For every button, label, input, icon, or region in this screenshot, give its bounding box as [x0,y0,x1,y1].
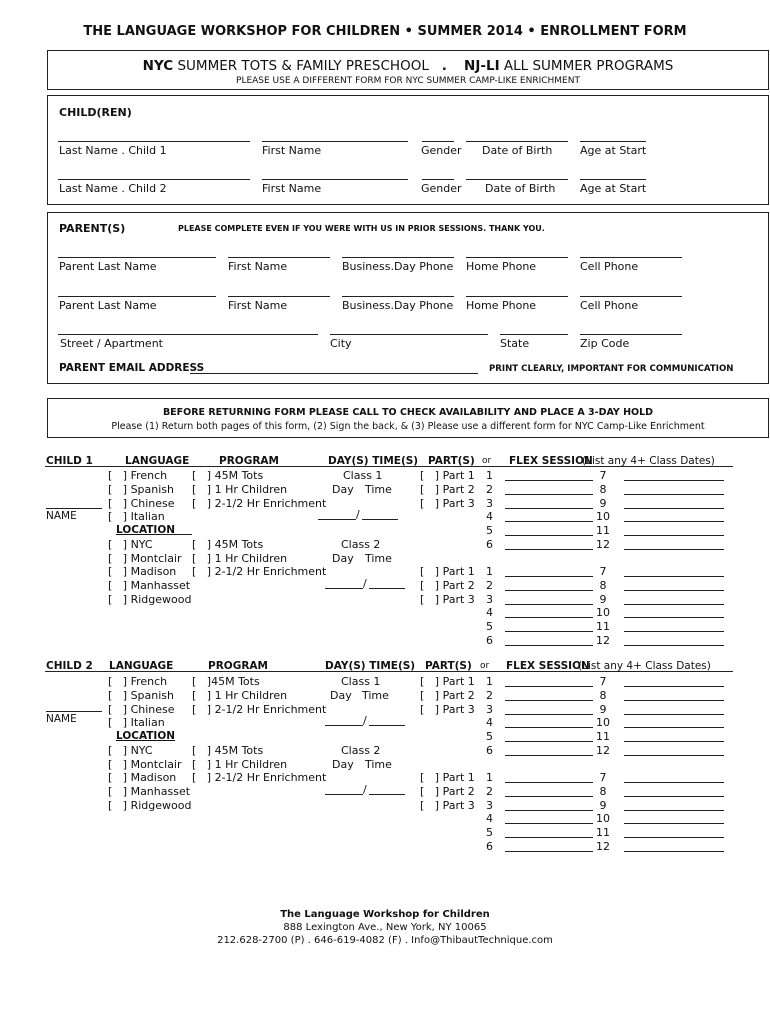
flex-number-left: 5 [486,524,493,537]
flex-number-left: 6 [486,840,493,853]
flex-number-left: 6 [486,744,493,757]
child2-location-option[interactable]: [ ] Ridgewood [108,799,192,812]
flex-number-left: 3 [486,703,493,716]
child1-or: or [482,456,492,466]
child1-time2-field[interactable] [369,588,405,589]
flex-date-field[interactable] [624,823,724,824]
flex-date-field[interactable] [505,576,593,577]
flex-number-right: 10 [596,716,610,729]
form-title: THE LANGUAGE WORKSHOP FOR CHILDREN • SUMMER 2014 • ENROLLMENT FORM [83,24,687,39]
child2-program2-option[interactable]: [ ] 2-1/2 Hr Enrichment [192,771,327,784]
nyc-program: SUMMER TOTS & FAMILY PRESCHOOL [177,58,429,74]
child1-program-option[interactable]: [ ] 45M Tots [192,469,264,482]
flex-date-field[interactable] [505,604,593,605]
child2-part1: Part 1 [442,675,475,688]
parent1-first-name-field[interactable] [228,257,330,258]
child2-dob-label: Date of Birth [485,182,556,195]
flex-number-right: 12 [596,840,610,853]
child1-part-option[interactable]: [ ] Part 2 [420,483,475,496]
flex-date-field[interactable] [624,590,724,591]
child1-location-option[interactable]: [ ] Montclair [108,552,182,565]
flex-date-field[interactable] [624,796,724,797]
zip-field[interactable] [580,334,682,335]
flex-number-right: 11 [596,620,610,633]
flex-date-field[interactable] [505,851,593,852]
zip-label: Zip Code [580,337,630,350]
flex-number-right: 8 [599,483,607,496]
flex-date-field[interactable] [624,494,724,495]
flex-number-left: 3 [486,497,493,510]
child1-class1-label: Class 1 [343,469,383,482]
child1-language-italian: Italian [130,510,165,523]
flex-number-left: 5 [486,620,493,633]
program-header-box [47,50,769,90]
child1-language-spanish: Spanish [130,483,175,496]
child2-class1-label: Class 1 [341,675,381,688]
child2-location-montclair: Montclair [130,758,182,771]
flex-date-field[interactable] [624,645,724,646]
child1-day1-label: Day [332,483,354,496]
child1-dob-label: Date of Birth [482,144,553,157]
flex-number-left: 1 [486,771,493,784]
street-label: Street / Apartment [60,337,163,350]
flex-number-left: 2 [486,483,493,496]
child2-first-name-field[interactable] [262,179,408,180]
flex-date-field[interactable] [505,686,593,687]
flex-number-left: 4 [486,606,493,619]
child1-location-nyc: NYC [130,538,153,551]
child2-last-name-label: Last Name . Child 2 [59,182,167,195]
child1-program2-option[interactable]: [ ] 45M Tots [192,538,264,551]
child1-dob-field[interactable] [466,141,568,142]
child2-age-label: Age at Start [580,182,647,195]
flex-date-field[interactable] [624,535,724,536]
child2-name-field[interactable] [46,711,102,712]
flex-date-field[interactable] [505,741,593,742]
flex-number-left: 2 [486,579,493,592]
parent1-last-name-field[interactable] [58,257,216,258]
parent1-first-name-label: First Name [228,260,288,273]
child2-language-french: French [130,675,168,688]
flex-date-field[interactable] [505,645,593,646]
child1-last-name-field[interactable] [58,141,250,142]
child2-time1-label: Time [362,689,389,702]
flex-date-field[interactable] [624,686,724,687]
flex-number-left: 1 [486,565,493,578]
njli-label: NJ-LI [464,58,500,74]
child1-language-chinese: Chinese [130,497,175,510]
child2-slash2: / [363,783,367,796]
flex-date-field[interactable] [505,549,593,550]
flex-number-left: 2 [486,689,493,702]
child1-part3: Part 3 [442,497,475,510]
child2-program-option[interactable]: [ ] 2-1/2 Hr Enrichment [192,703,327,716]
flex-number-right: 9 [599,497,607,510]
flex-date-field[interactable] [624,810,724,811]
flex-date-field[interactable] [624,617,724,618]
flex-number-right: 9 [599,799,607,812]
child2-program-header: PROGRAM [208,660,268,672]
email-field[interactable] [190,373,478,374]
child1-location-rule [160,534,192,535]
state-field[interactable] [500,334,568,335]
child2-language-header: LANGUAGE [109,660,174,672]
parent2-last-name-field[interactable] [58,296,216,297]
child1-slash2: / [363,577,367,590]
flex-date-field[interactable] [505,714,593,715]
child1-program-45m: 45M Tots [214,469,264,482]
child2-location-madison: Madison [130,771,177,784]
child1-day1-field[interactable] [318,519,356,520]
flex-date-field[interactable] [505,823,593,824]
child1-time1-label: Time [365,483,392,496]
parent1-last-name-label: Parent Last Name [59,260,157,273]
parents-section [47,212,769,384]
child1-language-option[interactable]: [ ] Italian [108,510,165,523]
flex-date-field[interactable] [505,755,593,756]
child1-days-header: DAY(S) TIME(S) [328,455,419,467]
child2-part3b: Part 3 [442,799,475,812]
flex-number-right: 7 [599,675,607,688]
flex-date-field[interactable] [624,549,724,550]
flex-number-left: 1 [486,469,493,482]
notice-box [47,398,769,438]
flex-number-left: 4 [486,812,493,825]
notice-text: Please (1) Return both pages of this form, (2) Sign the back, & (3) Please use a different form for NYC Camp-Like Enrichment [111,421,705,432]
footer-contact: 212.628-2700 (P) . 646-619-4082 (F) . Info@ThibautTechnique.com [217,935,553,946]
child2-program-1hr: 1 Hr Children [214,689,288,702]
child1-location-option[interactable]: [ ] Manhasset [108,579,191,592]
nyc-label: NYC [142,58,174,74]
child2-location-header: LOCATION [116,730,176,742]
child1-part3b: Part 3 [442,593,475,606]
child1-program-option[interactable]: [ ] 1 Hr Children [192,483,288,496]
child2-location-nyc: NYC [130,744,153,757]
child2-day1-field[interactable] [325,725,363,726]
child1-name-label: NAME [46,510,77,522]
child2-part2: Part 2 [442,689,475,702]
parent1-cell-phone-field[interactable] [580,257,682,258]
child2-dob-field[interactable] [466,179,568,180]
child2-program2-45m: 45M Tots [214,744,264,757]
flex-number-right: 9 [599,703,607,716]
child2-program-option[interactable]: [ ] 1 Hr Children [192,689,288,702]
child2-program-45m: 45M Tots [211,675,260,688]
flex-date-field[interactable] [624,727,724,728]
flex-date-field[interactable] [624,480,724,481]
child1-first-name-field[interactable] [262,141,408,142]
flex-number-right: 10 [596,606,610,619]
flex-number-right: 7 [599,565,607,578]
flex-date-field[interactable] [505,727,593,728]
flex-date-field[interactable] [624,604,724,605]
child1-location-ridgewood: Ridgewood [130,593,192,606]
parent2-cell-phone-field[interactable] [580,296,682,297]
child2-location-option[interactable]: [ ] NYC [108,744,153,757]
footer-org: The Language Workshop for Children [280,909,490,920]
flex-number-left: 5 [486,730,493,743]
flex-date-field[interactable] [505,631,593,632]
flex-number-right: 11 [596,730,610,743]
child1-parts-header: PART(S) [428,455,475,467]
flex-date-field[interactable] [505,480,593,481]
child1-location-option[interactable]: [ ] NYC [108,538,153,551]
parent1-cell-phone-label: Cell Phone [580,260,639,273]
city-label: City [330,337,352,350]
child2-program2-enrichment: 2-1/2 Hr Enrichment [214,771,327,784]
child1-language-option[interactable]: [ ] Spanish [108,483,175,496]
child1-location-montclair: Montclair [130,552,182,565]
flex-number-left: 1 [486,675,493,688]
flex-number-left: 3 [486,799,493,812]
child1-language-header: LANGUAGE [125,455,190,467]
child2-program2-option[interactable]: [ ] 1 Hr Children [192,758,288,771]
child2-language-italian: Italian [130,716,165,729]
child2-gender-field[interactable] [422,179,454,180]
child2-or: or [480,661,490,671]
program-header-note: PLEASE USE A DIFFERENT FORM FOR NYC SUMMER CAMP-LIKE ENRICHMENT [236,76,580,86]
flex-date-field[interactable] [505,810,593,811]
child1-part2: Part 2 [442,483,475,496]
child2-program-option[interactable]: [ ]45M Tots [192,675,260,688]
flex-number-right: 8 [599,689,607,702]
njli-program: ALL SUMMER PROGRAMS [503,58,674,74]
child1-part1b: Part 1 [442,565,475,578]
flex-number-right: 9 [599,593,607,606]
child2-time2-field[interactable] [369,794,405,795]
child1-location-header: LOCATION [116,524,176,536]
child1-day2-field[interactable] [325,588,363,589]
child1-first-name-label: First Name [262,144,322,157]
flex-date-field[interactable] [505,837,593,838]
child2-part2b: Part 2 [442,785,475,798]
child1-part1: Part 1 [442,469,475,482]
parent1-business-phone-label: Business.Day Phone [342,260,454,273]
flex-date-field[interactable] [624,741,724,742]
child1-part-option[interactable]: [ ] Part 1 [420,565,475,578]
child1-label: CHILD 1 [46,455,93,467]
child2-time2-label: Time [365,758,392,771]
child1-gender-field[interactable] [422,141,454,142]
child2-program-enrichment: 2-1/2 Hr Enrichment [214,703,327,716]
child1-program-header: PROGRAM [219,455,279,467]
flex-number-right: 8 [599,579,607,592]
child1-part-option[interactable]: [ ] Part 2 [420,579,475,592]
child2-part-option[interactable]: [ ] Part 3 [420,799,475,812]
child2-day1-label: Day [330,689,352,702]
parent1-home-phone-field[interactable] [466,257,568,258]
city-field[interactable] [330,334,488,335]
flex-number-left: 5 [486,826,493,839]
flex-date-field[interactable] [505,508,593,509]
child1-time2-label: Time [365,552,392,565]
child1-program-enrichment: 2-1/2 Hr Enrichment [214,497,327,510]
child1-part-option[interactable]: [ ] Part 1 [420,469,475,482]
flex-number-right: 10 [596,510,610,523]
child1-slash1: / [356,508,360,521]
flex-date-field[interactable] [624,576,724,577]
child2-time1-field[interactable] [369,725,405,726]
child1-flex-header: FLEX SESSION [509,455,593,467]
flex-number-right: 7 [599,771,607,784]
flex-number-left: 6 [486,538,493,551]
child2-day2-field[interactable] [325,794,363,795]
flex-number-right: 8 [599,785,607,798]
child2-slash1: / [363,714,367,727]
child1-location-madison: Madison [130,565,177,578]
flex-number-left: 3 [486,593,493,606]
program-header-line [48,58,768,74]
parent1-home-phone-label: Home Phone [466,260,537,273]
flex-number-right: 12 [596,744,610,757]
child2-part-option[interactable]: [ ] Part 2 [420,785,475,798]
child2-gender-label: Gender [421,182,462,195]
child1-program-1hr: 1 Hr Children [214,483,288,496]
flex-date-field[interactable] [505,796,593,797]
street-field[interactable] [58,334,318,335]
child1-location-option[interactable]: [ ] Madison [108,565,177,578]
parent2-home-phone-label: Home Phone [466,299,537,312]
flex-number-left: 6 [486,634,493,647]
child2-location-option[interactable]: [ ] Manhasset [108,785,191,798]
flex-number-right: 12 [596,634,610,647]
flex-date-field[interactable] [505,782,593,783]
child2-language-option[interactable]: [ ] Chinese [108,703,175,716]
child1-part-option[interactable]: [ ] Part 3 [420,593,475,606]
child1-language-option[interactable]: [ ] French [108,469,168,482]
child2-location-ridgewood: Ridgewood [130,799,192,812]
flex-date-field[interactable] [624,714,724,715]
child2-parts-header: PART(S) [425,660,472,672]
flex-date-field[interactable] [624,837,724,838]
child1-program2-45m: 45M Tots [214,538,264,551]
child2-flex-header: FLEX SESSION [506,660,590,672]
child2-language-option[interactable]: [ ] Spanish [108,689,175,702]
child2-class2-label: Class 2 [341,744,381,757]
flex-date-field[interactable] [505,521,593,522]
state-label: State [500,337,530,350]
child1-location-manhasset: Manhasset [130,579,191,592]
flex-number-left: 2 [486,785,493,798]
parent2-first-name-field[interactable] [228,296,330,297]
parents-section-note: PLEASE COMPLETE EVEN IF YOU WERE WITH US IN PRIOR SESSIONS. THANK YOU. [178,224,545,233]
child1-program-option[interactable]: [ ] 2-1/2 Hr Enrichment [192,497,327,510]
child2-program2-1hr: 1 Hr Children [214,758,288,771]
flex-number-right: 7 [599,469,607,482]
child2-part-option[interactable]: [ ] Part 2 [420,689,475,702]
child2-last-name-field[interactable] [58,179,250,180]
parent2-last-name-label: Parent Last Name [59,299,157,312]
child2-flex-note: (List any 4+ Class Dates) [578,660,711,672]
parent1-business-phone-field[interactable] [342,257,454,258]
child1-program2-option[interactable]: [ ] 1 Hr Children [192,552,288,565]
flex-date-field[interactable] [505,535,593,536]
child2-location-option[interactable]: [ ] Montclair [108,758,182,771]
child1-age-field[interactable] [580,141,646,142]
child1-last-name-label: Last Name . Child 1 [59,144,167,157]
flex-date-field[interactable] [505,700,593,701]
flex-date-field[interactable] [624,508,724,509]
flex-number-right: 11 [596,524,610,537]
flex-number-left: 4 [486,716,493,729]
child2-part-option[interactable]: [ ] Part 3 [420,703,475,716]
footer-address: 888 Lexington Ave., New York, NY 10065 [283,922,487,933]
child2-name-label: NAME [46,713,77,725]
parent2-cell-phone-label: Cell Phone [580,299,639,312]
flex-number-right: 12 [596,538,610,551]
child2-language-chinese: Chinese [130,703,175,716]
parent2-business-phone-label: Business.Day Phone [342,299,454,312]
flex-date-field[interactable] [624,631,724,632]
child2-day2-label: Day [332,758,354,771]
separator: . [441,58,447,74]
flex-date-field[interactable] [505,617,593,618]
child1-location-option[interactable]: [ ] Ridgewood [108,593,192,606]
flex-date-field[interactable] [624,521,724,522]
child2-location-option[interactable]: [ ] Madison [108,771,177,784]
child2-part-option[interactable]: [ ] Part 1 [420,771,475,784]
flex-number-right: 10 [596,812,610,825]
flex-date-field[interactable] [624,700,724,701]
parent2-home-phone-field[interactable] [466,296,568,297]
email-label: PARENT EMAIL ADDRESS [59,362,205,374]
flex-date-field[interactable] [624,851,724,852]
child1-gender-label: Gender [421,144,462,157]
child2-program2-option[interactable]: [ ] 45M Tots [192,744,264,757]
child1-program2-1hr: 1 Hr Children [214,552,288,565]
flex-number-right: 11 [596,826,610,839]
child2-language-spanish: Spanish [130,689,175,702]
child2-part-option[interactable]: [ ] Part 1 [420,675,475,688]
child2-days-header: DAY(S) TIME(S) [325,660,416,672]
child1-language-option[interactable]: [ ] Chinese [108,497,175,510]
child2-part3: Part 3 [442,703,475,716]
child1-part2b: Part 2 [442,579,475,592]
flex-date-field[interactable] [624,782,724,783]
child1-program2-option[interactable]: [ ] 2-1/2 Hr Enrichment [192,565,327,578]
child1-program2-enrichment: 2-1/2 Hr Enrichment [214,565,327,578]
child2-part1b: Part 1 [442,771,475,784]
child2-language-option[interactable]: [ ] Italian [108,716,165,729]
flex-date-field[interactable] [505,494,593,495]
child2-first-name-label: First Name [262,182,322,195]
child1-day2-label: Day [332,552,354,565]
child2-language-option[interactable]: [ ] French [108,675,168,688]
child1-name-field[interactable] [46,508,102,509]
child1-time1-field[interactable] [362,519,398,520]
flex-date-field[interactable] [505,590,593,591]
child1-flex-note: (List any 4+ Class Dates) [582,455,715,467]
child1-class2-label: Class 2 [341,538,381,551]
parents-section-title: PARENT(S) [59,222,126,235]
flex-date-field[interactable] [624,755,724,756]
child1-age-label: Age at Start [580,144,647,157]
notice-title: BEFORE RETURNING FORM PLEASE CALL TO CHECK AVAILABILITY AND PLACE A 3-DAY HOLD [162,407,654,418]
parent2-first-name-label: First Name [228,299,288,312]
child2-label: CHILD 2 [46,660,93,672]
email-note: PRINT CLEARLY, IMPORTANT FOR COMMUNICATION [489,364,734,374]
child2-age-field[interactable] [580,179,646,180]
child1-part-option[interactable]: [ ] Part 3 [420,497,475,510]
child1-language-french: French [130,469,168,482]
parent2-business-phone-field[interactable] [342,296,454,297]
flex-number-left: 4 [486,510,493,523]
child2-location-manhasset: Manhasset [130,785,191,798]
children-section-title: CHILD(REN) [59,106,132,119]
